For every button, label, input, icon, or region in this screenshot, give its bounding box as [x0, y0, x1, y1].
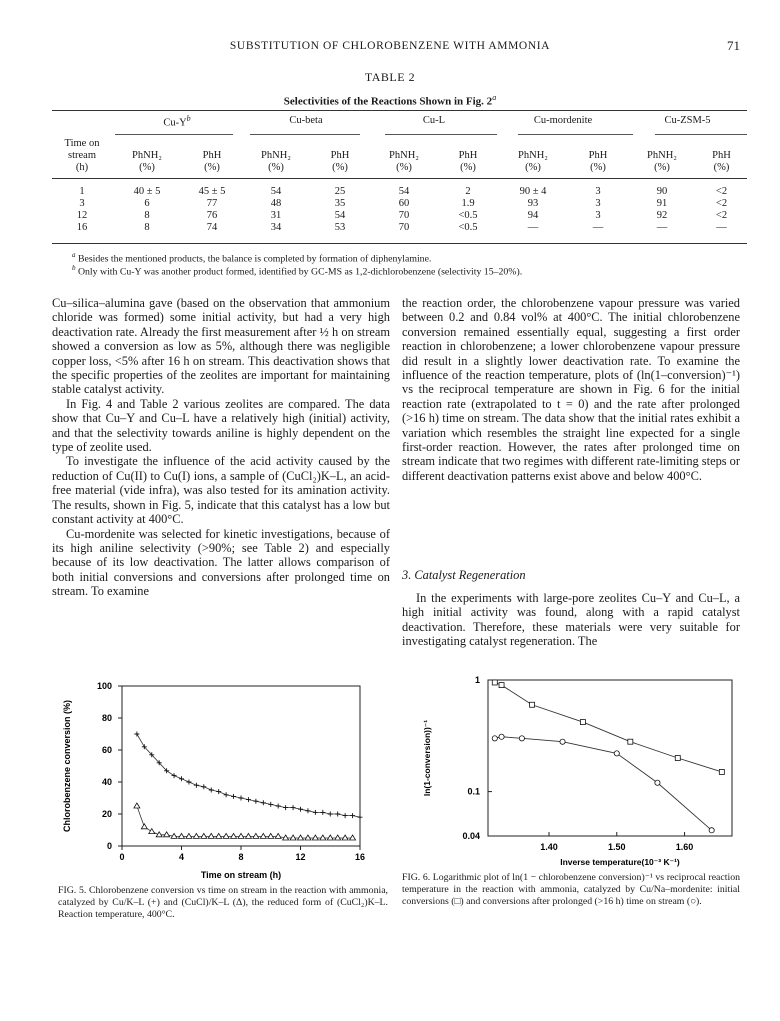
row-time: 16 [76, 222, 88, 233]
x-tick-label: 1.40 [540, 842, 558, 852]
table-cell: — [716, 222, 727, 233]
data-point-triangle [335, 835, 341, 840]
data-point-circle [492, 736, 497, 741]
table-cell: 70 [398, 222, 410, 233]
selectivity-table-body [52, 138, 747, 234]
x-tick-label: 16 [354, 852, 366, 862]
selectivity-table [52, 110, 747, 132]
data-point-triangle [201, 833, 207, 838]
data-point-triangle [216, 833, 222, 838]
data-point-circle [560, 739, 565, 744]
y-axis-label: Chlorobenzene conversion (%) [62, 699, 72, 833]
unit: (%) [396, 162, 412, 173]
group-name: Cu-ZSM-5 [664, 115, 711, 126]
y-tick-label: 100 [96, 681, 112, 691]
data-point-triangle [231, 833, 237, 838]
fig6-chart [402, 676, 740, 866]
data-point-triangle [327, 835, 333, 840]
footnote-a: $^a$ Besides the mentioned products, the balance is completed by formation of diphenylamine. [72, 251, 432, 265]
table-cell: 54 [270, 186, 282, 197]
table-cell: 70 [398, 210, 410, 221]
data-point-plus [283, 805, 288, 810]
table-cell: <2 [715, 186, 728, 197]
group-rule [385, 134, 497, 135]
data-point-triangle [253, 833, 259, 838]
table-cell: 90 ± 4 [519, 186, 547, 197]
group-name: Cu-beta [289, 115, 323, 126]
table-cell: 6 [144, 198, 150, 209]
y-tick-label: 1 [474, 675, 480, 685]
data-point-plus [179, 776, 184, 781]
table-header-rule [52, 178, 747, 179]
data-point-square [628, 739, 633, 744]
data-point-plus [172, 773, 177, 778]
data-point-triangle [179, 833, 185, 838]
data-point-triangle [134, 803, 140, 808]
table-cell: 91 [656, 198, 668, 209]
group-name: Cu-mordenite [533, 115, 593, 126]
data-point-plus [209, 788, 214, 793]
footnote-b: $^b$ Only with Cu-Y was another product formed, identified by GC-MS as 1,2-dichlorobenzene (selectivity 15–20%). [72, 264, 523, 278]
data-point-plus [246, 797, 251, 802]
table-cell: 74 [206, 222, 218, 233]
data-point-square [499, 683, 504, 688]
data-point-square [675, 756, 680, 761]
table-cell: 1.9 [461, 198, 475, 209]
table-cell: 3 [595, 186, 601, 197]
table-cell: 76 [206, 210, 218, 221]
data-point-triangle [342, 835, 348, 840]
data-point-plus [328, 812, 333, 817]
data-point-circle [519, 736, 524, 741]
y-tick-label: 0 [106, 841, 112, 851]
table-cell: <0.5 [458, 222, 478, 233]
x-tick-label: 1.60 [675, 842, 694, 852]
table-cell: 90 [656, 186, 668, 197]
unit: (%) [139, 162, 155, 173]
data-point-plus [320, 810, 325, 815]
paragraph: In the experiments with large-pore zeolites Cu–Y and Cu–L, a high initial activity was found, along with a rapid catalyst deactivation. Therefore, these materials were very suitable for investigating catalyst regeneration. The [402, 591, 740, 649]
header-row [52, 150, 747, 162]
unit: (%) [590, 162, 606, 173]
data-point-plus [305, 808, 310, 813]
data-point-triangle [141, 824, 147, 829]
table-title-text: Selectivities of the Reactions Shown in Fig. 2 [283, 95, 493, 108]
plot-frame [122, 686, 360, 846]
y-tick-label: 60 [101, 745, 112, 755]
table-cell: 25 [334, 186, 346, 197]
fig6-caption: FIG. 6. Logarithmic plot of ln(1 − chlorobenzene conversion)⁻¹ vs reciprocal reaction temperature in the reaction with ammonia, catalyzed by Cu/Na–mordenite: initial conversions (□) and conversions after prolonged (>16 h) time on stream (○). [402, 872, 740, 907]
table-row [52, 210, 747, 222]
x-tick-label: 8 [238, 852, 244, 862]
row-time: 1 [79, 186, 85, 197]
data-point-plus [194, 783, 199, 788]
table-cell: 53 [334, 222, 346, 233]
data-point-plus [134, 732, 139, 737]
data-point-triangle [186, 833, 192, 838]
table-cell: 45 ± 5 [198, 186, 226, 197]
table-corner [52, 110, 112, 132]
footnote-text: Only with Cu-Y was another product formed, identified by GC-MS as 1,2-dichlorobenzene (selectivity 15–20%). [77, 266, 523, 278]
time-header: stream [68, 150, 96, 161]
group-header [498, 110, 628, 132]
data-point-triangle [149, 829, 155, 834]
table-cell: 54 [334, 210, 346, 221]
table-bottom-rule [52, 243, 747, 244]
data-point-plus [291, 805, 296, 810]
unit: (%) [525, 162, 541, 173]
time-header: (h) [75, 162, 89, 173]
unit: (%) [713, 162, 730, 173]
group-rule [115, 134, 233, 135]
table-cell: 40 ± 5 [133, 186, 161, 197]
series-curve [137, 734, 360, 817]
table-cell: — [527, 222, 539, 233]
data-point-plus [276, 804, 281, 809]
time-header: Time on [64, 138, 100, 149]
paragraph: Cu–silica–alumina gave (based on the observation that ammonium chloride was formed) some initial activity, but had a very high deactivation rate. Already the first measurement after ½ h on stream showed a conversion as low as 5%, although there was negligible copper loss, <5% after 16 h on stream. This deactivation shows that the specific properties of the zeolites are important for maintaining stable catalyst activity. [52, 296, 390, 397]
left-column [52, 296, 390, 599]
table-cell: 77 [206, 198, 218, 209]
group-rule [518, 134, 633, 135]
col-phnh2: PhNH₂ [389, 150, 419, 161]
col-phnh2: PhNH₂ [261, 150, 291, 161]
x-tick-label: 0 [119, 852, 125, 862]
table-cell: 94 [527, 210, 539, 221]
data-point-plus [216, 789, 221, 794]
data-point-square [580, 720, 585, 725]
data-point-plus [231, 794, 236, 799]
data-point-triangle [350, 835, 356, 840]
data-point-circle [709, 828, 714, 833]
data-point-triangle [245, 833, 251, 838]
table-cell: <2 [715, 198, 728, 209]
right-column [402, 296, 740, 483]
table-row [52, 222, 747, 234]
table-title-note: a [492, 93, 497, 102]
data-point-plus [261, 800, 266, 805]
unit: (%) [204, 162, 220, 173]
data-point-plus [298, 807, 303, 812]
data-point-circle [655, 780, 660, 785]
y-tick-label: 40 [101, 777, 112, 787]
table-cell: 93 [527, 198, 539, 209]
table-row [52, 186, 747, 198]
table-cell: 3 [595, 210, 601, 221]
data-point-triangle [238, 833, 244, 838]
table-cell: 31 [270, 210, 282, 221]
data-point-triangle [320, 835, 326, 840]
col-phh: PhH [458, 150, 478, 161]
x-axis-label: Inverse temperature(10⁻³ K⁻¹) [560, 857, 680, 867]
table-row [52, 198, 747, 210]
x-tick-label: 4 [178, 852, 185, 862]
table-rows [52, 186, 747, 234]
plot-frame [488, 680, 732, 836]
table-cell: 8 [144, 210, 150, 221]
data-point-plus [268, 802, 273, 807]
data-point-triangle [223, 833, 229, 838]
series-curve [495, 682, 722, 771]
table-cell: — [592, 222, 604, 233]
data-point-plus [335, 812, 340, 817]
data-point-plus [224, 792, 229, 797]
group-name: Cu-Y [163, 117, 187, 129]
data-point-plus [186, 780, 191, 785]
data-point-square [492, 680, 497, 685]
footnote-text: Besides the mentioned products, the balance is completed by formation of diphenylamine. [77, 253, 432, 265]
data-point-triangle [298, 835, 304, 840]
group-sup: b [186, 113, 191, 123]
group-header [628, 110, 747, 132]
table-cell: 92 [656, 210, 668, 221]
col-phh: PhH [588, 150, 608, 161]
col-phh: PhH [202, 150, 222, 161]
x-tick-label: 12 [295, 852, 306, 862]
y-tick-label: 20 [101, 809, 112, 819]
table-cell: <2 [715, 210, 728, 221]
col-phnh2: PhNH₂ [518, 150, 548, 161]
series-curve [137, 806, 353, 838]
fig5-chart [52, 676, 390, 880]
group-header [242, 110, 370, 132]
data-point-triangle [208, 833, 214, 838]
data-point-triangle [260, 833, 266, 838]
page-number: 71 [727, 38, 740, 53]
data-point-plus [239, 796, 244, 801]
data-point-plus [350, 813, 355, 818]
col-phh: PhH [712, 150, 731, 161]
y-tick-label: 80 [101, 713, 112, 723]
table-cell: 54 [398, 186, 410, 197]
data-point-triangle [268, 833, 274, 838]
header-row [52, 138, 747, 150]
data-point-triangle [164, 832, 170, 837]
y-tick-label: 0.1 [467, 786, 480, 797]
unit: (%) [268, 162, 284, 173]
paragraph: In Fig. 4 and Table 2 various zeolites are compared. The data show that Cu–Y and Cu–L have a relatively high (initial) activity, and that the selectivity towards aniline is highly dependent on the type of zeolite used. [52, 396, 390, 455]
unit: (%) [332, 162, 348, 173]
data-point-plus [253, 799, 258, 804]
col-phnh2: PhNH₂ [647, 150, 677, 161]
col-phh: PhH [330, 150, 350, 161]
y-tick-label: 0.04 [462, 831, 480, 841]
table-label: TABLE 2 [364, 70, 416, 84]
data-point-plus [313, 810, 318, 815]
data-point-square [530, 702, 535, 707]
right-column-bottom [402, 591, 740, 649]
group-rule [250, 134, 360, 135]
unit: (%) [460, 162, 476, 173]
table-cell: <0.5 [458, 210, 478, 221]
data-point-triangle [193, 833, 199, 838]
paragraph: Cu-mordenite was selected for kinetic investigations, because of its high aniline selectivity (>90%; see Table 2) and especially because of its low deactivation. The latter allows comparison of both initial conversions and conversions after prolonged time on stream. To examine [52, 526, 390, 599]
y-axis-label: ln(1-conversion))⁻¹ [422, 719, 432, 797]
table-cell: 34 [270, 222, 282, 233]
group-header [112, 110, 242, 132]
paragraph: the reaction order, the chlorobenzene vapour pressure was varied between 0.2 and 0.84 vol% at 400°C. The initial chlorobenzene conversion remained essentially equal, suggesting a first order reaction in chlorobenzene; a lower chlorobenzene vapour pressure did result in a slightly lower deactivation rate. To examine the influence of the reaction temperature, plots of (ln(1–conversion)⁻¹) vs the reciprocal temperature are shown in Fig. 6 for the initial reaction rate (extrapolated to t = 0) and the rate after prolonged (>16 h) time on stream. The data show that the initial rates exhibit a variation which resembles the straight line expected for a single first-order reaction. However, the rates after prolonged time on stream indicate that two regimes with different rate-limiting steps or different deactivation patterns exist above and below 400°C. [402, 296, 741, 483]
data-point-triangle [312, 835, 318, 840]
group-rule [655, 134, 747, 135]
table-cell: — [656, 222, 668, 233]
data-point-circle [499, 734, 504, 739]
header-row [52, 162, 747, 174]
row-time: 12 [76, 210, 88, 221]
table-cell: 2 [465, 186, 471, 197]
data-point-square [719, 769, 724, 774]
section-heading: 3. Catalyst Regeneration [402, 568, 526, 582]
paragraph: To investigate the influence of the acid activity caused by the reduction of Cu(II) to Cu(I) ions, a sample of (CuCl₂)K–L, an acid-free material (vide infra), was also tested for its amination activity. The results, shown in Fig. 5, indicate that this catalyst has a low but constant activity at 400°C. [52, 454, 390, 527]
x-tick-label: 1.50 [608, 842, 626, 852]
table-group-row [52, 110, 747, 132]
series-curve [495, 737, 712, 831]
fig5-caption: FIG. 5. Chlorobenzene conversion vs time on stream in the reaction with ammonia, catalyzed by Cu/K–L (+) and (CuCl)/K–L (Δ), the reduced form of (CuCl₂)K–L. Reaction temperature, 400°C. [58, 885, 388, 920]
table-cell: 8 [144, 222, 150, 233]
data-point-plus [358, 815, 363, 820]
unit: (%) [654, 162, 670, 173]
data-point-plus [343, 813, 348, 818]
group-header [370, 110, 498, 132]
data-point-plus [201, 784, 206, 789]
data-point-triangle [275, 833, 281, 838]
table-cell: 48 [270, 198, 282, 209]
data-point-circle [614, 751, 619, 756]
col-phnh2: PhNH₂ [132, 150, 162, 161]
table-title [0, 93, 780, 108]
row-time: 3 [79, 198, 85, 209]
data-point-triangle [305, 835, 311, 840]
data-point-triangle [290, 835, 296, 840]
group-name: Cu-L [422, 115, 446, 126]
table-cell: 3 [595, 198, 601, 209]
running-title: SUBSTITUTION OF CHLOROBENZENE WITH AMMONIA [229, 40, 551, 52]
table-cell: 35 [334, 198, 346, 209]
x-axis-label: Time on stream (h) [200, 870, 282, 880]
table-cell: 60 [398, 198, 410, 209]
